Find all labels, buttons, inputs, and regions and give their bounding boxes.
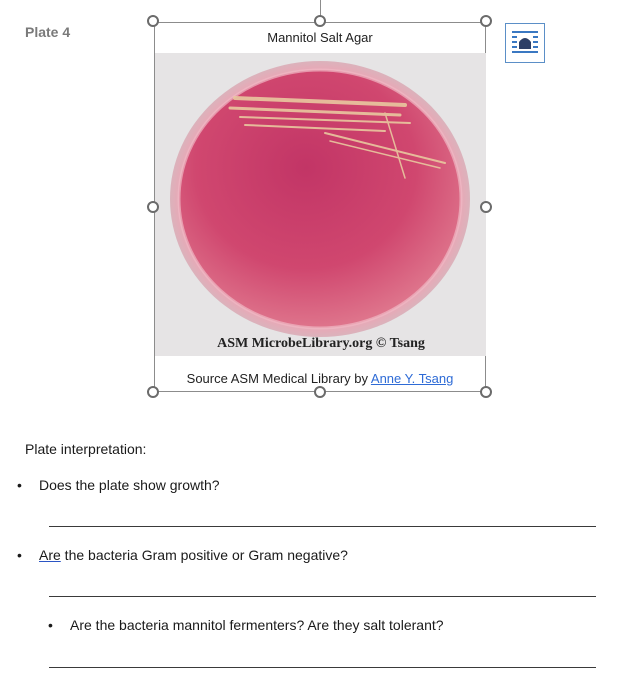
layout-options-icon xyxy=(506,24,544,62)
photo-watermark: ASM MicrobeLibrary.org © Tsang xyxy=(217,336,425,351)
question-1 xyxy=(39,477,220,493)
question-2 xyxy=(39,547,348,563)
question-2-flagged-word[interactable]: Are xyxy=(39,547,61,563)
resize-handle-left[interactable] xyxy=(147,201,159,213)
resize-handle-top[interactable] xyxy=(314,15,326,27)
question-2-text: the bacteria Gram positive or Gram negative? xyxy=(60,547,348,563)
figure-title: Mannitol Salt Agar xyxy=(267,30,373,45)
answer-line-2[interactable] xyxy=(49,596,596,597)
question-3-text: Are the bacteria mannitol fermenters? Are they salt tolerant? xyxy=(70,617,444,633)
plate-heading: Plate 4 xyxy=(25,24,71,40)
layout-options-button[interactable] xyxy=(505,23,545,63)
bullet-3: • xyxy=(48,617,53,633)
question-3 xyxy=(70,617,444,633)
resize-handle-bottom[interactable] xyxy=(314,386,326,398)
caption-author-link[interactable]: Anne Y. Tsang xyxy=(370,371,454,386)
petri-dish-image xyxy=(155,53,486,356)
figure-caption xyxy=(154,371,486,386)
resize-handle-top-left[interactable] xyxy=(147,15,159,27)
answer-line-3[interactable] xyxy=(49,667,596,668)
agar-plate-photo[interactable] xyxy=(155,53,486,356)
question-1-text: Does the plate show growth? xyxy=(39,477,220,493)
interpretation-label: Plate interpretation: xyxy=(25,441,147,457)
resize-handle-top-right[interactable] xyxy=(480,15,492,27)
bullet-1: • xyxy=(17,477,22,493)
caption-prefix: Source ASM Medical Library by xyxy=(186,371,371,386)
resize-handle-right[interactable] xyxy=(480,201,492,213)
bullet-2: • xyxy=(17,547,22,563)
answer-line-1[interactable] xyxy=(49,526,596,527)
resize-handle-bottom-right[interactable] xyxy=(480,386,492,398)
resize-handle-bottom-left[interactable] xyxy=(147,386,159,398)
